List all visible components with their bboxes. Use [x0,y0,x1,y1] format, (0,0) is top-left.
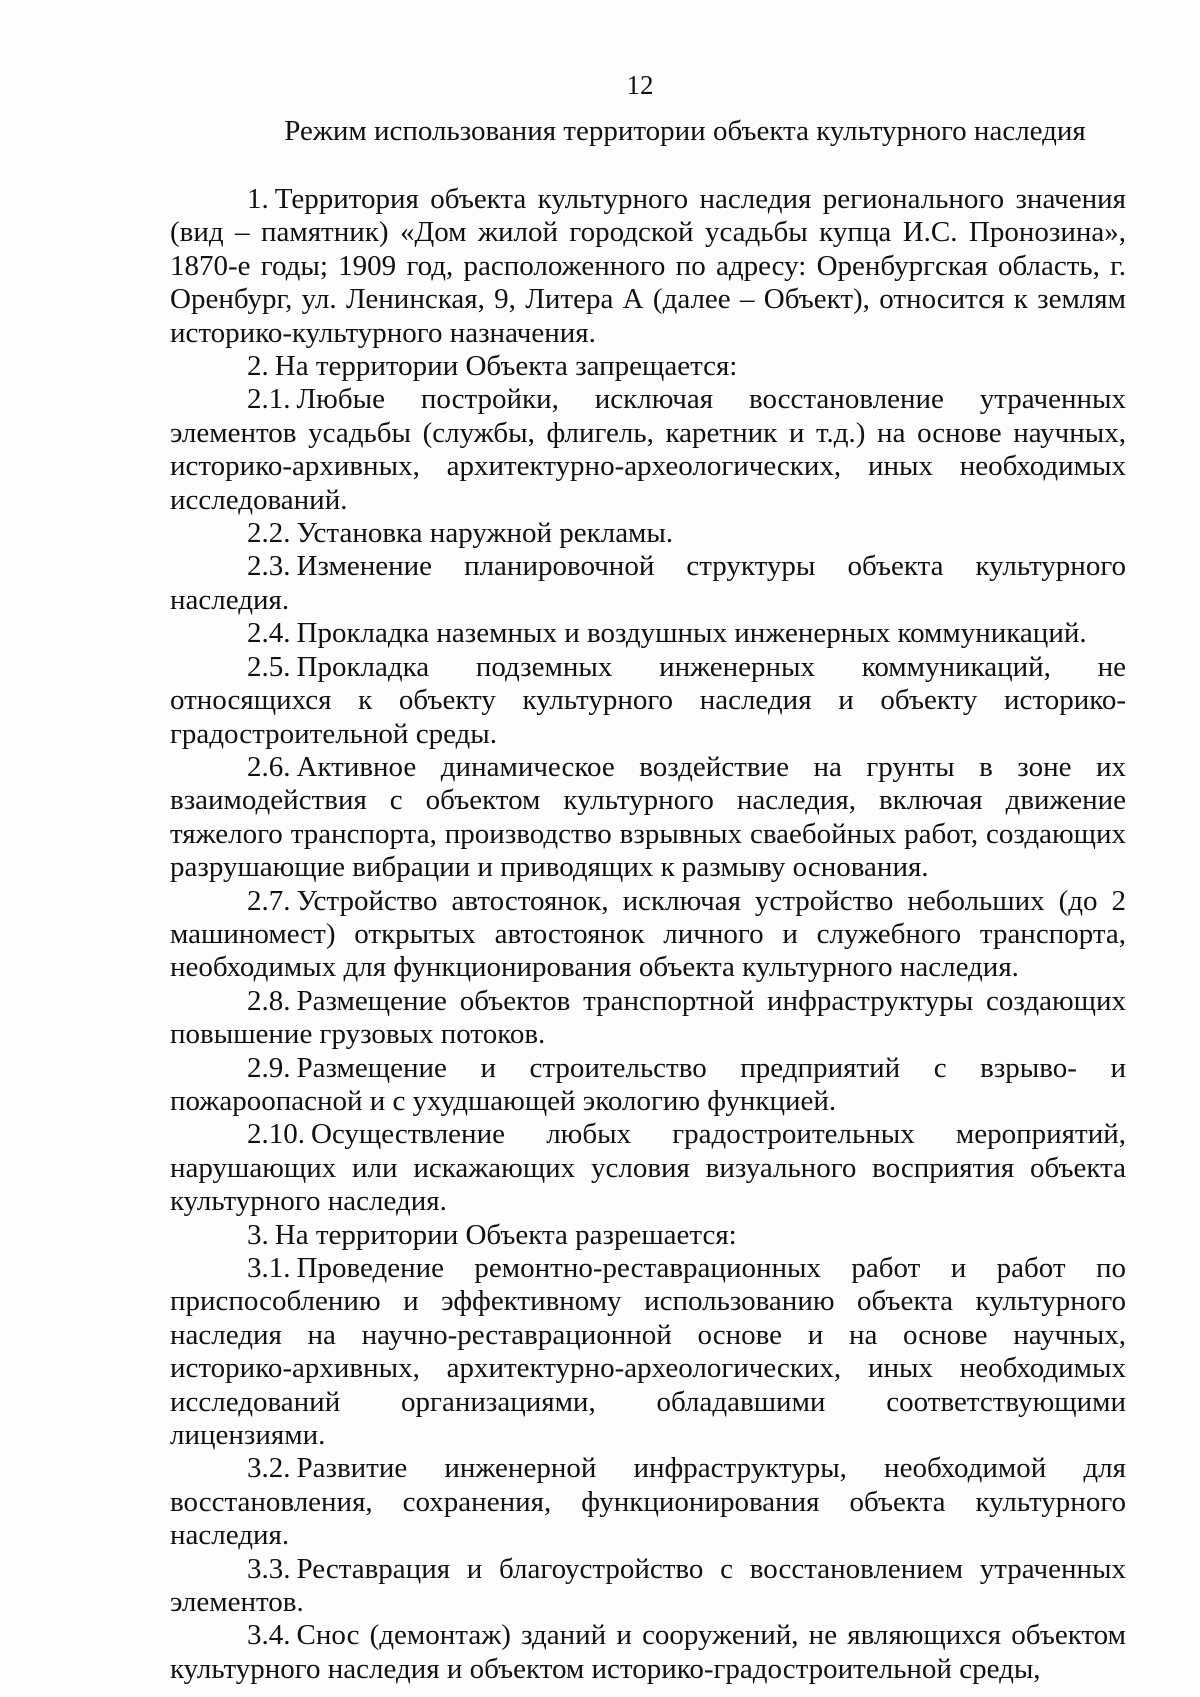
clause-1 [170,183,1126,350]
clause-2 [170,350,1126,383]
clause-2-9 [170,1052,1126,1119]
page-number: 12 [626,70,654,100]
clause-text: Снос (демонтаж) зданий и сооружений, не являющихся объектом культурного наследия и объектом историко-градостроительной среды, [170,1619,1126,1685]
clause-text: Установка наружной рекламы. [296,517,674,550]
clause-text: Любые постройки, исключая восстановление утраченных элементов усадьбы (службы, флигель, каретник и т.д.) на основе научных, историко-архивных, архитектурно-археологических, иных необходимых исследований. [170,383,1126,516]
clause-text: На территории Объекта разрешается: [274,1218,737,1251]
clause-2-7 [170,885,1126,985]
clause-number: 3.4. [247,1619,291,1652]
clause-number: 2.8. [247,984,291,1017]
clause-2-8 [170,985,1126,1052]
clause-3 [170,1219,1126,1252]
clause-text: Развитие инженерной инфраструктуры, необходимой для восстановления, сохранения, функционирования объекта культурного наследия. [170,1452,1126,1552]
clause-text: Осуществление любых градостроительных мероприятий, нарушающих или искажающих условия визуального восприятия объекта культурного наследия. [170,1118,1126,1218]
clause-text: Территория объекта культурного наследия регионального значения (вид – памятник) «Дом жилой городской усадьбы купца И.С. Пронозина», 1870-е годы; 1909 год, расположенного по адресу: Оренбургская область, г. Оренбург, ул. Ленинская, 9, Литера А (далее – Объект), относится к землям историко-культурного назначения. [170,183,1126,349]
clause-text: Прокладка наземных и воздушных инженерных коммуникаций. [296,617,1087,650]
document-body [170,183,1126,1686]
clause-number: 2.6. [247,750,291,783]
clause-number: 3.1. [247,1252,291,1284]
clause-number: 2.4. [247,617,291,650]
clause-text: Активное динамическое воздействие на грунты в зоне их взаимодействия с объектом культурного наследия, включая движение тяжелого транспорта, производство взрывных сваебойных работ, создающих разрушающие вибрации и приводящих к размыву основания. [170,750,1126,884]
clause-2-2 [170,517,1126,550]
clause-number: 2.5. [247,650,291,683]
clause-3-3 [170,1553,1126,1620]
clause-text: Устройство автостоянок, исключая устройство небольших (до 2 машиномест) открытых автостоянок личного и служебного транспорта, необходимых для функционирования объекта культурного наследия. [170,884,1126,984]
clause-text: На территории Объекта запрещается: [274,350,738,383]
page-title: Режим использования территории объекта культурного наследия [284,115,1086,147]
clause-3-2 [170,1452,1126,1552]
clause-number: 2.10. [247,1118,305,1151]
clause-number: 2.2. [247,517,291,550]
clause-3-4 [170,1619,1126,1686]
clause-text: Проведение ремонтно-реставрационных работ и работ по приспособлению и эффективному использованию объекта культурного наследия на научно-реставрационной основе и на основе научных, историко-архивных, архитектурно-археологических, иных необходимых исследований организациями, обладавшими соответствующими лицензиями. [170,1252,1126,1452]
clause-text: Размещение объектов транспортной инфраструктуры создающих повышение грузовых потоков. [170,984,1126,1051]
clause-2-10 [170,1118,1126,1218]
clause-2-5 [170,651,1126,751]
clause-number: 3.2. [247,1452,291,1485]
clause-number: 2. [247,350,269,383]
clause-2-1 [170,383,1126,517]
clause-number: 1. [247,183,269,215]
clause-number: 2.7. [247,884,291,917]
clause-number: 2.9. [247,1051,291,1084]
clause-text: Изменение планировочной структуры объекта культурного наследия. [170,550,1126,616]
clause-number: 2.3. [247,550,291,583]
clause-3-1 [170,1252,1126,1452]
clause-number: 2.1. [247,383,291,416]
clause-text: Размещение и строительство предприятий с взрыво- и пожароопасной и с ухудшающей экологию функцией. [170,1051,1126,1117]
clause-2-3 [170,550,1126,617]
clause-number: 3. [247,1218,269,1251]
clause-text: Прокладка подземных инженерных коммуникаций, не относящихся к объекту культурного наследия и объекту историко-градостроительной среды. [170,650,1126,750]
clause-text: Реставрация и благоустройство с восстановлением утраченных элементов. [170,1552,1126,1619]
clause-number: 3.3. [247,1552,291,1585]
clause-2-6 [170,751,1126,885]
clause-2-4 [170,617,1126,650]
